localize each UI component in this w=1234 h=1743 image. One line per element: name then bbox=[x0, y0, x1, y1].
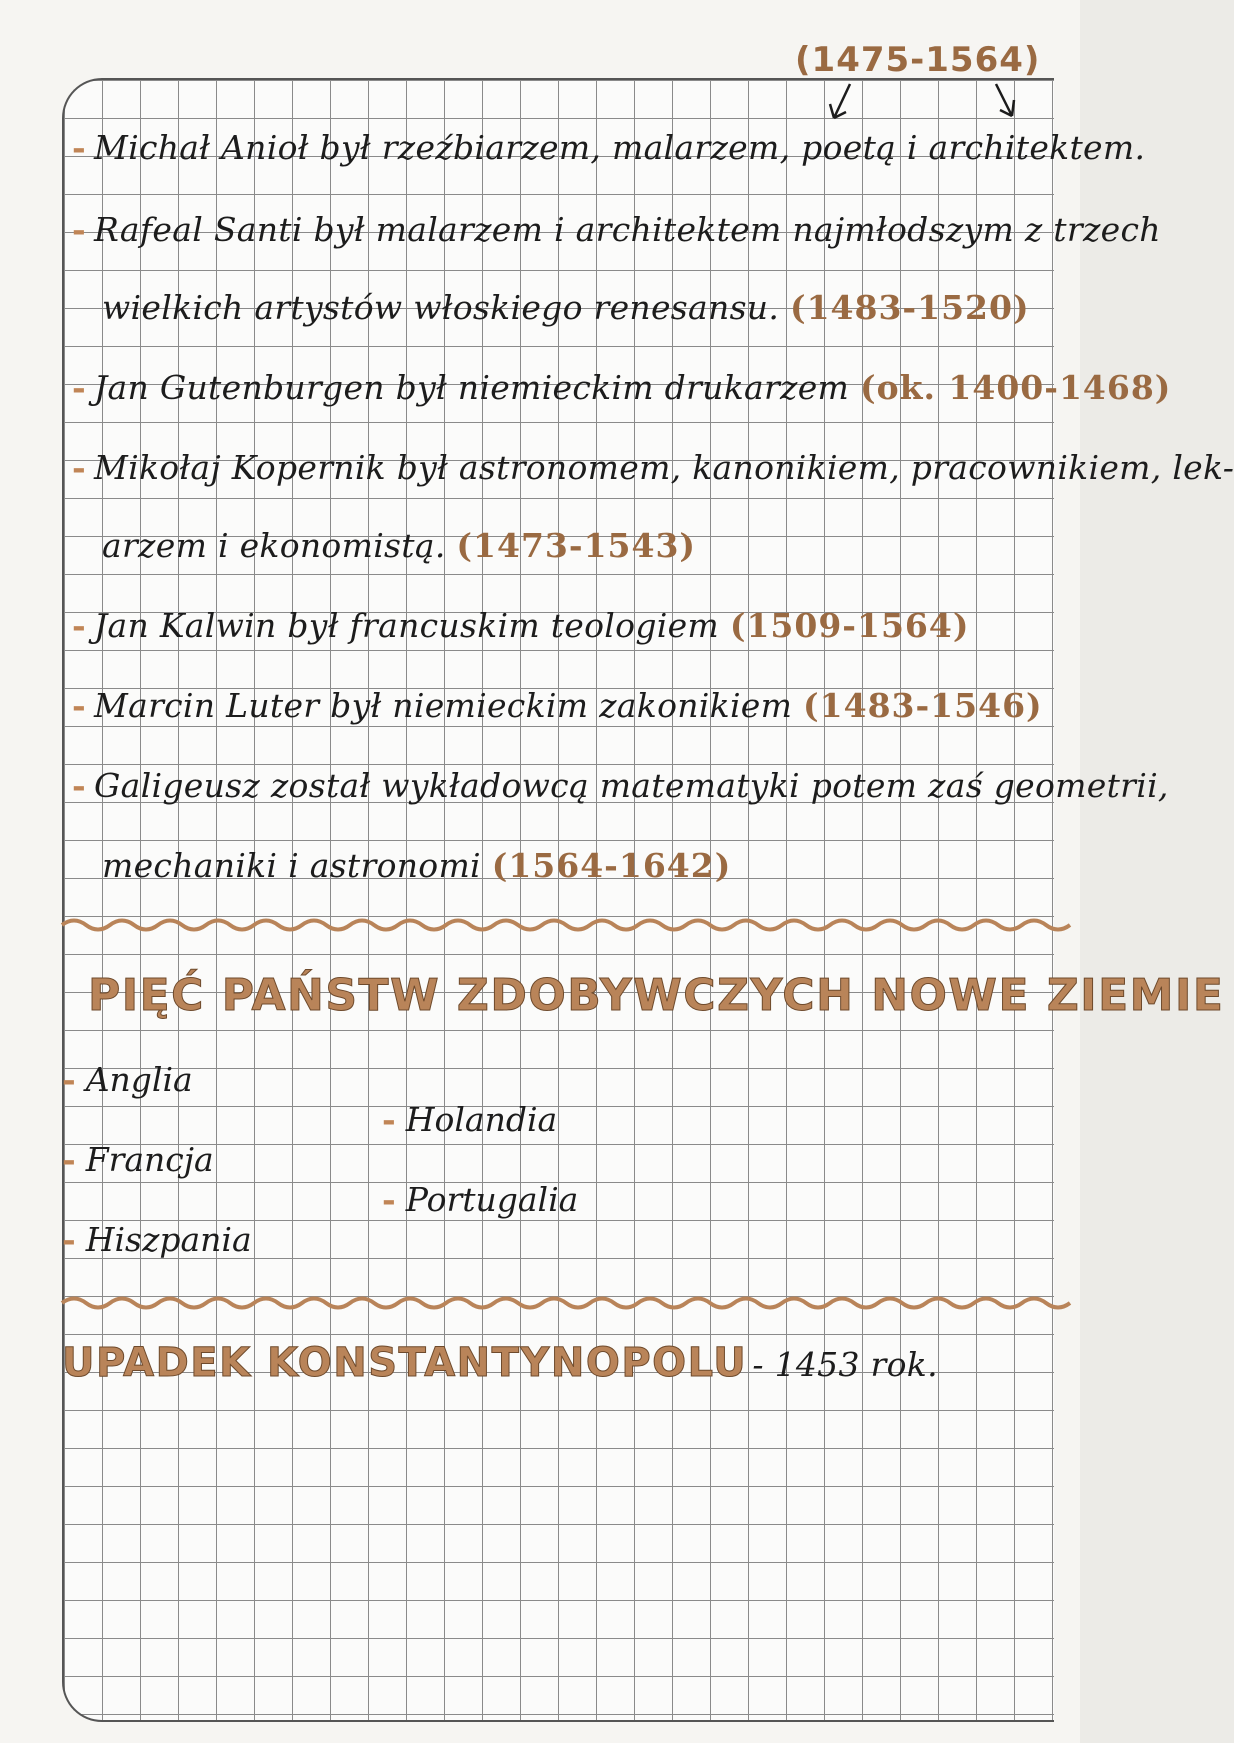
list-item: - Hiszpania bbox=[62, 1220, 252, 1259]
bio-line-luther: - Marcin Luter był niemieckim zakonikiem (1483-1546) bbox=[72, 686, 1043, 725]
bio-line-copernicus-cont: arzem i ekonomistą. (1473-1543) bbox=[102, 526, 697, 565]
fall-year: - 1453 rok. bbox=[752, 1345, 938, 1384]
michelangelo-dates: (1475-1564) bbox=[795, 40, 1041, 80]
gutenberg-dates: (ok. 1400-1468) bbox=[859, 368, 1172, 407]
wavy-divider bbox=[62, 914, 1072, 936]
section-heading-fall: UPADEK KONSTANTYNOPOLU bbox=[62, 1340, 748, 1386]
wavy-divider bbox=[62, 1292, 1072, 1314]
bio-line-raphael: - Rafeal Santi był malarzem i architektem najmłodszym z trzech bbox=[72, 210, 1161, 249]
list-item: - Anglia bbox=[62, 1060, 193, 1099]
bio-line-raphael-cont: wielkich artystów włoskiego renesansu. (1483-1520) bbox=[102, 288, 1030, 327]
list-item: - Holandia bbox=[382, 1100, 558, 1139]
bio-line-galileo-cont: mechaniki i astronomi (1564-1642) bbox=[102, 846, 732, 885]
list-item: - Francja bbox=[62, 1140, 214, 1179]
bio-line-michelangelo: - Michał Anioł był rzeźbiarzem, malarzem, poetą i architektem. bbox=[72, 128, 1146, 167]
section-heading-states: PIĘĆ PAŃSTW ZDOBYWCZYCH NOWE ZIEMIE bbox=[88, 970, 1225, 1021]
arrow-down-right-icon bbox=[990, 82, 1030, 130]
bio-line-galileo: - Galigeusz został wykładowcą matematyki potem zaś geometrii, bbox=[72, 766, 1169, 805]
bio-line-gutenberg: - Jan Gutenburgen był niemieckim drukarzem (ok. 1400-1468) bbox=[72, 368, 1172, 407]
galileo-dates: (1564-1642) bbox=[491, 846, 732, 885]
raphael-dates: (1483-1520) bbox=[789, 288, 1030, 327]
list-item: - Portugalia bbox=[382, 1180, 579, 1219]
luther-dates: (1483-1546) bbox=[803, 686, 1043, 725]
arrow-down-left-icon bbox=[820, 82, 860, 130]
copernicus-dates: (1473-1543) bbox=[456, 526, 697, 565]
bio-line-copernicus: - Mikołaj Kopernik był astronomem, kanonikiem, pracownikiem, lek- bbox=[72, 448, 1234, 487]
section-fall-constantinople bbox=[62, 1340, 938, 1386]
bio-line-calvin: - Jan Kalwin był francuskim teologiem (1509-1564) bbox=[72, 606, 970, 645]
calvin-dates: (1509-1564) bbox=[729, 606, 970, 645]
